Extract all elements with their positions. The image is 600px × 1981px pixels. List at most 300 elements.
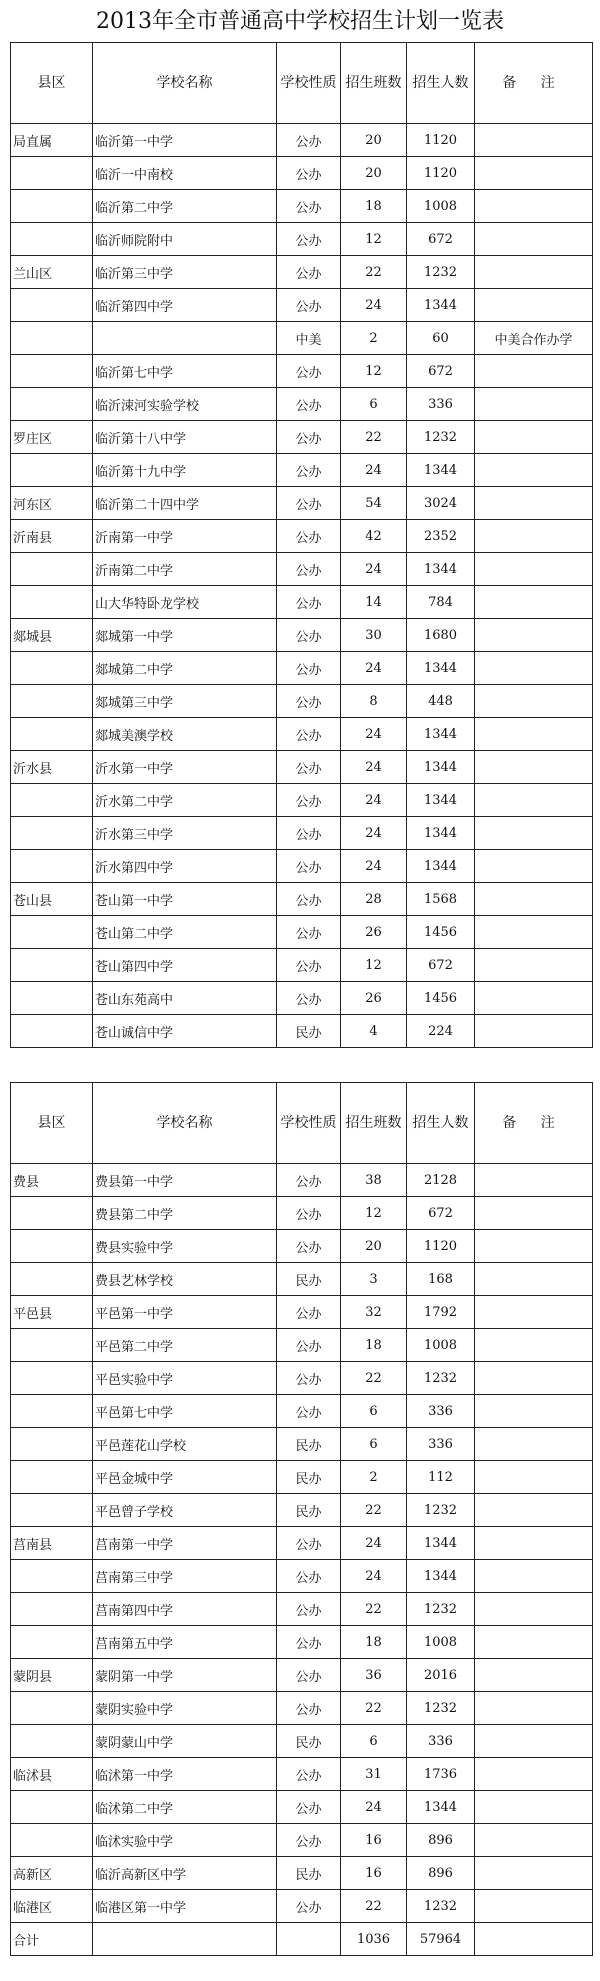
remark-cell: [475, 850, 593, 883]
county-cell: [11, 1230, 93, 1263]
students-cell: 672: [407, 223, 475, 256]
remark-cell: [475, 1428, 593, 1461]
students-cell: 60: [407, 322, 475, 355]
county-cell: [11, 1197, 93, 1230]
nature-cell: 公办: [277, 1824, 341, 1857]
students-cell: 1344: [407, 289, 475, 322]
school-cell: 临沂一中南校: [93, 157, 277, 190]
table-row: [11, 124, 593, 157]
table-row: [11, 784, 593, 817]
nature-cell: 公办: [277, 982, 341, 1015]
nature-cell: 公办: [277, 256, 341, 289]
classes-cell: 2: [341, 322, 407, 355]
classes-cell: 6: [341, 1395, 407, 1428]
school-cell: 临沭第一中学: [93, 1758, 277, 1791]
students-cell: 1008: [407, 1626, 475, 1659]
nature-cell: 中美: [277, 322, 341, 355]
remark-cell: [475, 1263, 593, 1296]
students-cell: 672: [407, 355, 475, 388]
classes-cell: 4: [341, 1015, 407, 1048]
remark-cell: [475, 1527, 593, 1560]
table-row: [11, 718, 593, 751]
classes-cell: 20: [341, 124, 407, 157]
students-cell: 1344: [407, 1791, 475, 1824]
nature-cell: 公办: [277, 289, 341, 322]
county-cell: [11, 850, 93, 883]
county-cell: [11, 1329, 93, 1362]
county-cell: 沂水县: [11, 751, 93, 784]
classes-cell: 24: [341, 718, 407, 751]
school-cell: 临沭第二中学: [93, 1791, 277, 1824]
nature-cell: 公办: [277, 1395, 341, 1428]
classes-cell: 26: [341, 916, 407, 949]
remark-cell: [475, 619, 593, 652]
students-cell: 1232: [407, 1890, 475, 1923]
remark-cell: [475, 520, 593, 553]
table-row: [11, 289, 593, 322]
county-cell: 平邑县: [11, 1296, 93, 1329]
remark-cell: [475, 289, 593, 322]
table-row: [11, 256, 593, 289]
table-row: [11, 157, 593, 190]
remark-cell: [475, 652, 593, 685]
remark-cell: [475, 1626, 593, 1659]
school-cell: 莒南第五中学: [93, 1626, 277, 1659]
students-cell: 1344: [407, 784, 475, 817]
nature-cell: 民办: [277, 1015, 341, 1048]
students-cell: 1792: [407, 1296, 475, 1329]
table-row: [11, 685, 593, 718]
county-cell: 局直属: [11, 124, 93, 157]
classes-cell: 12: [341, 949, 407, 982]
school-cell: 郯城第二中学: [93, 652, 277, 685]
school-cell: 沂水第四中学: [93, 850, 277, 883]
students-cell: 1344: [407, 454, 475, 487]
students-cell: 1344: [407, 817, 475, 850]
classes-cell: 24: [341, 1791, 407, 1824]
table-row: [11, 1329, 593, 1362]
nature-cell: 公办: [277, 949, 341, 982]
school-cell: 蒙阴第一中学: [93, 1659, 277, 1692]
table-row: [11, 355, 593, 388]
table-row: [11, 751, 593, 784]
students-cell: 1568: [407, 883, 475, 916]
classes-cell: 24: [341, 454, 407, 487]
nature-cell: 公办: [277, 916, 341, 949]
county-cell: [11, 1395, 93, 1428]
table-row: [11, 1197, 593, 1230]
classes-cell: 24: [341, 289, 407, 322]
remark-cell: [475, 1362, 593, 1395]
header-cell-school: 学校名称: [93, 43, 277, 124]
county-cell: [11, 322, 93, 355]
nature-cell: 公办: [277, 1593, 341, 1626]
remark-cell: [475, 553, 593, 586]
classes-cell: 22: [341, 256, 407, 289]
students-cell: 1456: [407, 916, 475, 949]
nature-cell: 公办: [277, 1197, 341, 1230]
school-cell: 费县第一中学: [93, 1164, 277, 1197]
table-row: [11, 1626, 593, 1659]
students-cell: 1120: [407, 1230, 475, 1263]
school-cell: 郯城第三中学: [93, 685, 277, 718]
school-cell: 蒙阴蒙山中学: [93, 1725, 277, 1758]
students-cell: 336: [407, 388, 475, 421]
remark-cell: [475, 1395, 593, 1428]
table-row: [11, 1758, 593, 1791]
nature-cell: 民办: [277, 1461, 341, 1494]
school-cell: 临沂第十八中学: [93, 421, 277, 454]
total-school-cell: [93, 1923, 277, 1956]
classes-cell: 54: [341, 487, 407, 520]
students-cell: 1680: [407, 619, 475, 652]
school-cell: 山大华特卧龙学校: [93, 586, 277, 619]
remark-cell: [475, 1560, 593, 1593]
remark-cell: [475, 1461, 593, 1494]
school-cell: 平邑实验中学: [93, 1362, 277, 1395]
classes-cell: 26: [341, 982, 407, 1015]
students-cell: 336: [407, 1725, 475, 1758]
nature-cell: 公办: [277, 751, 341, 784]
remark-cell: [475, 1857, 593, 1890]
classes-cell: 12: [341, 223, 407, 256]
county-cell: [11, 1824, 93, 1857]
school-cell: 沂南第二中学: [93, 553, 277, 586]
nature-cell: 民办: [277, 1428, 341, 1461]
school-cell: 临沂第二中学: [93, 190, 277, 223]
header-cell-county: 县区: [11, 1083, 93, 1164]
nature-cell: 公办: [277, 718, 341, 751]
county-cell: [11, 1791, 93, 1824]
school-cell: 平邑第七中学: [93, 1395, 277, 1428]
classes-cell: 31: [341, 1758, 407, 1791]
county-cell: [11, 157, 93, 190]
students-cell: 168: [407, 1263, 475, 1296]
school-cell: 苍山第一中学: [93, 883, 277, 916]
total-row: [11, 1923, 593, 1956]
school-cell: 临沭实验中学: [93, 1824, 277, 1857]
school-cell: 沂南第一中学: [93, 520, 277, 553]
students-cell: 1232: [407, 1362, 475, 1395]
county-cell: 高新区: [11, 1857, 93, 1890]
school-cell: 平邑第二中学: [93, 1329, 277, 1362]
table-row: [11, 1362, 593, 1395]
county-cell: [11, 1461, 93, 1494]
county-cell: 兰山区: [11, 256, 93, 289]
school-cell: 苍山第四中学: [93, 949, 277, 982]
classes-cell: 22: [341, 1593, 407, 1626]
school-cell: 莒南第四中学: [93, 1593, 277, 1626]
county-cell: [11, 289, 93, 322]
school-cell: 临沂第三中学: [93, 256, 277, 289]
table-row: [11, 619, 593, 652]
county-cell: [11, 685, 93, 718]
classes-cell: 22: [341, 1362, 407, 1395]
nature-cell: 公办: [277, 817, 341, 850]
nature-cell: 公办: [277, 619, 341, 652]
county-cell: [11, 1626, 93, 1659]
remark-cell: [475, 883, 593, 916]
nature-cell: 公办: [277, 1626, 341, 1659]
school-cell: 平邑莲花山学校: [93, 1428, 277, 1461]
classes-cell: 22: [341, 1494, 407, 1527]
remark-cell: [475, 1890, 593, 1923]
students-cell: 1120: [407, 157, 475, 190]
nature-cell: 公办: [277, 1164, 341, 1197]
nature-cell: 民办: [277, 1725, 341, 1758]
county-cell: 河东区: [11, 487, 93, 520]
county-cell: 郯城县: [11, 619, 93, 652]
nature-cell: 公办: [277, 355, 341, 388]
students-cell: 1232: [407, 256, 475, 289]
remark-cell: [475, 982, 593, 1015]
remark-cell: [475, 1197, 593, 1230]
nature-cell: 公办: [277, 1758, 341, 1791]
county-cell: [11, 949, 93, 982]
classes-cell: 18: [341, 190, 407, 223]
classes-cell: 24: [341, 1527, 407, 1560]
classes-cell: 6: [341, 1725, 407, 1758]
school-cell: 临沂涑河实验学校: [93, 388, 277, 421]
table-row: [11, 553, 593, 586]
nature-cell: 公办: [277, 1890, 341, 1923]
county-cell: [11, 1725, 93, 1758]
county-cell: [11, 1428, 93, 1461]
school-cell: 费县第二中学: [93, 1197, 277, 1230]
students-cell: 3024: [407, 487, 475, 520]
header-cell-remark: 备 注: [475, 43, 593, 124]
school-cell: 苍山东苑高中: [93, 982, 277, 1015]
school-cell: 苍山第二中学: [93, 916, 277, 949]
table-row: [11, 817, 593, 850]
classes-cell: 22: [341, 421, 407, 454]
school-cell: 临沂第十九中学: [93, 454, 277, 487]
school-cell: 费县实验中学: [93, 1230, 277, 1263]
students-cell: 448: [407, 685, 475, 718]
students-cell: 1344: [407, 652, 475, 685]
classes-cell: 20: [341, 1230, 407, 1263]
table-row: [11, 1890, 593, 1923]
students-cell: 1008: [407, 190, 475, 223]
classes-cell: 22: [341, 1890, 407, 1923]
school-cell: 临沂第一中学: [93, 124, 277, 157]
students-cell: 1736: [407, 1758, 475, 1791]
table-row: [11, 1791, 593, 1824]
school-cell: 沂水第二中学: [93, 784, 277, 817]
nature-cell: 公办: [277, 454, 341, 487]
students-cell: 1008: [407, 1329, 475, 1362]
county-cell: 沂南县: [11, 520, 93, 553]
county-cell: [11, 916, 93, 949]
nature-cell: 公办: [277, 124, 341, 157]
school-cell: 平邑曾子学校: [93, 1494, 277, 1527]
county-cell: 蒙阴县: [11, 1659, 93, 1692]
table-row: [11, 487, 593, 520]
enrollment-table-part-1: [10, 42, 593, 1048]
nature-cell: 公办: [277, 586, 341, 619]
remark-cell: [475, 685, 593, 718]
school-cell: 莒南第三中学: [93, 1560, 277, 1593]
nature-cell: 公办: [277, 1362, 341, 1395]
remark-cell: [475, 1164, 593, 1197]
nature-cell: 公办: [277, 157, 341, 190]
table-row: [11, 850, 593, 883]
county-cell: [11, 388, 93, 421]
county-cell: [11, 586, 93, 619]
classes-cell: 42: [341, 520, 407, 553]
header-cell-school: 学校名称: [93, 1083, 277, 1164]
nature-cell: 公办: [277, 1560, 341, 1593]
county-cell: [11, 1263, 93, 1296]
classes-cell: 36: [341, 1659, 407, 1692]
enrollment-table-part-2: [10, 1082, 593, 1956]
table-row: [11, 1692, 593, 1725]
students-cell: 896: [407, 1857, 475, 1890]
school-cell: 费县艺林学校: [93, 1263, 277, 1296]
header-cell-remark: 备 注: [475, 1083, 593, 1164]
table-row: [11, 1015, 593, 1048]
remark-cell: [475, 949, 593, 982]
remark-cell: [475, 1494, 593, 1527]
county-cell: [11, 982, 93, 1015]
table-row: [11, 1263, 593, 1296]
students-cell: 1120: [407, 124, 475, 157]
nature-cell: 公办: [277, 883, 341, 916]
classes-cell: 24: [341, 751, 407, 784]
classes-cell: 18: [341, 1329, 407, 1362]
remark-cell: [475, 1593, 593, 1626]
nature-cell: 公办: [277, 784, 341, 817]
remark-cell: [475, 1296, 593, 1329]
header-cell-students: 招生人数: [407, 1083, 475, 1164]
remark-cell: [475, 1725, 593, 1758]
county-cell: 罗庄区: [11, 421, 93, 454]
nature-cell: 公办: [277, 388, 341, 421]
table-row: [11, 1659, 593, 1692]
nature-cell: 民办: [277, 1494, 341, 1527]
remark-cell: [475, 388, 593, 421]
classes-cell: 28: [341, 883, 407, 916]
table-row: [11, 1857, 593, 1890]
students-cell: 1232: [407, 421, 475, 454]
remark-cell: [475, 586, 593, 619]
students-cell: 1232: [407, 1593, 475, 1626]
county-cell: [11, 652, 93, 685]
nature-cell: 民办: [277, 1857, 341, 1890]
total-students-cell: 57964: [407, 1923, 475, 1956]
classes-cell: 16: [341, 1824, 407, 1857]
students-cell: 336: [407, 1395, 475, 1428]
students-cell: 672: [407, 1197, 475, 1230]
county-cell: [11, 1692, 93, 1725]
remark-cell: [475, 1659, 593, 1692]
table-row: [11, 322, 593, 355]
header-cell-nature: 学校性质: [277, 1083, 341, 1164]
classes-cell: 24: [341, 850, 407, 883]
classes-cell: 24: [341, 553, 407, 586]
students-cell: 1344: [407, 718, 475, 751]
table-row: [11, 388, 593, 421]
classes-cell: 24: [341, 817, 407, 850]
county-cell: [11, 190, 93, 223]
nature-cell: 公办: [277, 487, 341, 520]
nature-cell: 公办: [277, 1296, 341, 1329]
students-cell: 2016: [407, 1659, 475, 1692]
school-cell: 沂水第一中学: [93, 751, 277, 784]
header-cell-classes: 招生班数: [341, 1083, 407, 1164]
table-row: [11, 1560, 593, 1593]
remark-cell: [475, 1758, 593, 1791]
total-remark-cell: [475, 1923, 593, 1956]
school-cell: 平邑第一中学: [93, 1296, 277, 1329]
remark-cell: [475, 1015, 593, 1048]
classes-cell: 14: [341, 586, 407, 619]
school-cell: 蒙阴实验中学: [93, 1692, 277, 1725]
table-row: [11, 454, 593, 487]
school-cell: 临沂师院附中: [93, 223, 277, 256]
county-cell: 临港区: [11, 1890, 93, 1923]
county-cell: [11, 553, 93, 586]
students-cell: 1344: [407, 850, 475, 883]
county-cell: 费县: [11, 1164, 93, 1197]
county-cell: [11, 1494, 93, 1527]
remark-cell: [475, 784, 593, 817]
nature-cell: 公办: [277, 1329, 341, 1362]
classes-cell: 2: [341, 1461, 407, 1494]
total-nature-cell: [277, 1923, 341, 1956]
county-cell: [11, 817, 93, 850]
remark-cell: [475, 355, 593, 388]
remark-cell: [475, 916, 593, 949]
classes-cell: 16: [341, 1857, 407, 1890]
classes-cell: 6: [341, 1428, 407, 1461]
header-cell-nature: 学校性质: [277, 43, 341, 124]
county-cell: [11, 223, 93, 256]
remark-cell: [475, 454, 593, 487]
students-cell: 1344: [407, 553, 475, 586]
table-row: [11, 982, 593, 1015]
school-cell: 临沂第七中学: [93, 355, 277, 388]
remark-cell: [475, 223, 593, 256]
remark-cell: [475, 1230, 593, 1263]
county-cell: 莒南县: [11, 1527, 93, 1560]
students-cell: 224: [407, 1015, 475, 1048]
county-cell: [11, 1015, 93, 1048]
header-cell-county: 县区: [11, 43, 93, 124]
county-cell: [11, 1560, 93, 1593]
students-cell: 1344: [407, 1527, 475, 1560]
county-cell: [11, 454, 93, 487]
page-title: 2013年全市普通高中学校招生计划一览表: [96, 9, 504, 34]
header-cell-classes: 招生班数: [341, 43, 407, 124]
table-row: [11, 916, 593, 949]
school-cell: 平邑金城中学: [93, 1461, 277, 1494]
nature-cell: 民办: [277, 1263, 341, 1296]
students-cell: 1456: [407, 982, 475, 1015]
remark-cell: [475, 256, 593, 289]
county-cell: [11, 355, 93, 388]
classes-cell: 12: [341, 1197, 407, 1230]
classes-cell: 12: [341, 355, 407, 388]
students-cell: 1232: [407, 1692, 475, 1725]
students-cell: 1344: [407, 1560, 475, 1593]
total-label-cell: 合计: [11, 1923, 93, 1956]
students-cell: 2352: [407, 520, 475, 553]
school-cell: 郯城第一中学: [93, 619, 277, 652]
students-cell: 336: [407, 1428, 475, 1461]
nature-cell: 公办: [277, 1527, 341, 1560]
nature-cell: 公办: [277, 1659, 341, 1692]
